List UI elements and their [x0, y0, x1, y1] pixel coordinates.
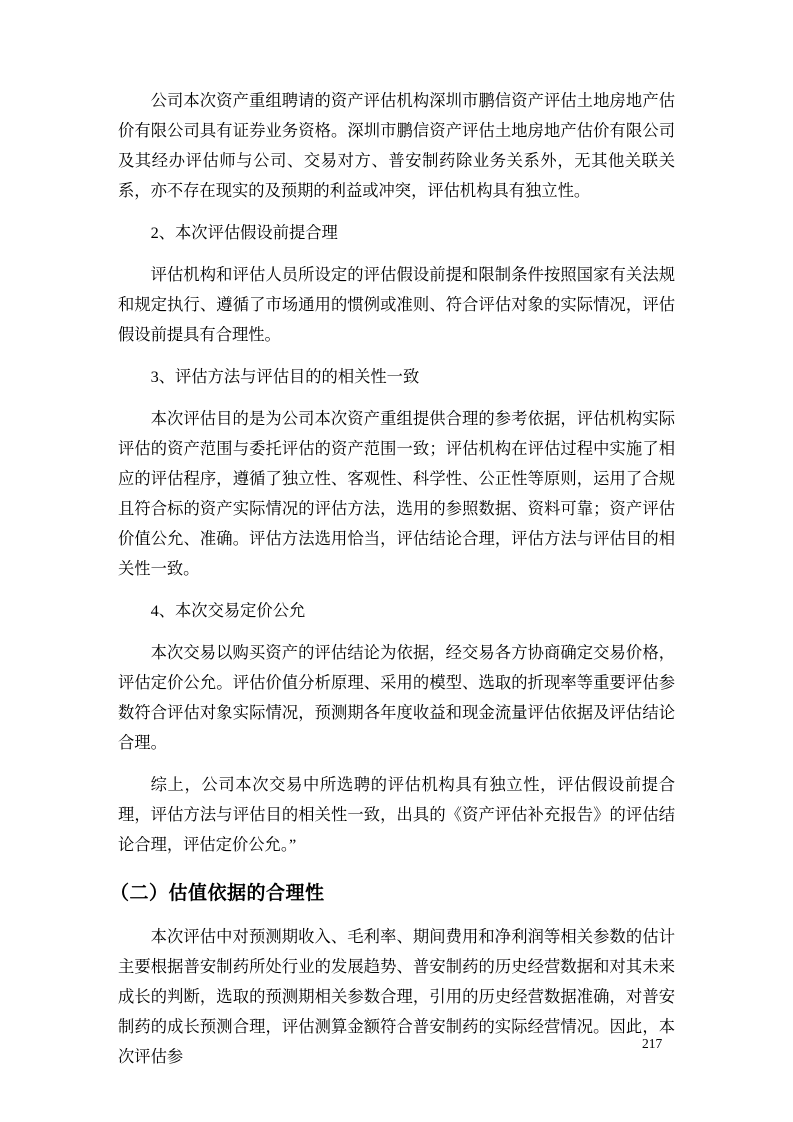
- paragraph-assumptions: 评估机构和评估人员所设定的评估假设前提和限制条件按照国家有关法规和规定执行、遵循了市场通用的惯例或准则、符合评估对象的实际情况，评估假设前提具有合理性。: [118, 265, 675, 344]
- document-body: [110, 86, 675, 1084]
- paragraph-method-relevance: 本次评估目的是为公司本次资产重组提供合理的参考依据，评估机构实际评估的资产范围与委托评估的资产范围一致；评估机构在评估过程中实施了相应的评估程序，遵循了独立性、客观性、科学性、公正性等原则，运用了合规且符合标的资产实际情况的评估方法，选用的参照数据、资料可靠；资产评估价值公允、准确。评估方法选用恰当，评估结论合理，评估方法与评估目的相关性一致。: [118, 409, 675, 578]
- paragraph-independence: 公司本次资产重组聘请的资产评估机构深圳市鹏信资产评估土地房地产估价有限公司具有证券业务资格。深圳市鹏信资产评估土地房地产估价有限公司及其经办评估师与公司、交易对方、普安制药除业务关系外，无其他关联关系，亦不存在现实的及预期的利益或冲突，评估机构具有独立性。: [118, 91, 675, 200]
- section-heading-valuation-basis: （二）估值依据的合理性: [110, 883, 325, 904]
- numbered-heading-4: 4、本次交易定价公允: [150, 601, 306, 620]
- numbered-heading-3: 3、评估方法与评估目的的相关性一致: [150, 367, 420, 386]
- page-number: 217: [642, 1036, 663, 1051]
- paragraph-pricing-fairness: 本次交易以购买资产的评估结论为依据，经交易各方协商确定交易价格，评估定价公允。评估价值分析原理、采用的模型、选取的折现率等重要评估参数符合评估对象实际情况，预测期各年度收益和现金流量评估依据及评估结论合理。: [118, 643, 675, 752]
- paragraph-valuation-basis: 本次评估中对预测期收入、毛利率、期间费用和净利润等相关参数的估计主要根据普安制药所处行业的发展趋势、普安制药的历史经营数据和对其未来成长的判断，选取的预测期相关参数合理，引用的历史经营数据准确，对普安制药的成长预测合理，评估测算金额符合普安制药的实际经营情况。因此，本次评估参: [118, 927, 675, 1066]
- numbered-heading-2: 2、本次评估假设前提合理: [150, 223, 338, 242]
- paragraph-conclusion: 综上，公司本次交易中所选聘的评估机构具有独立性，评估假设前提合理，评估方法与评估目的相关性一致，出具的《资产评估补充报告》的评估结论合理，评估定价公允。”: [118, 775, 675, 854]
